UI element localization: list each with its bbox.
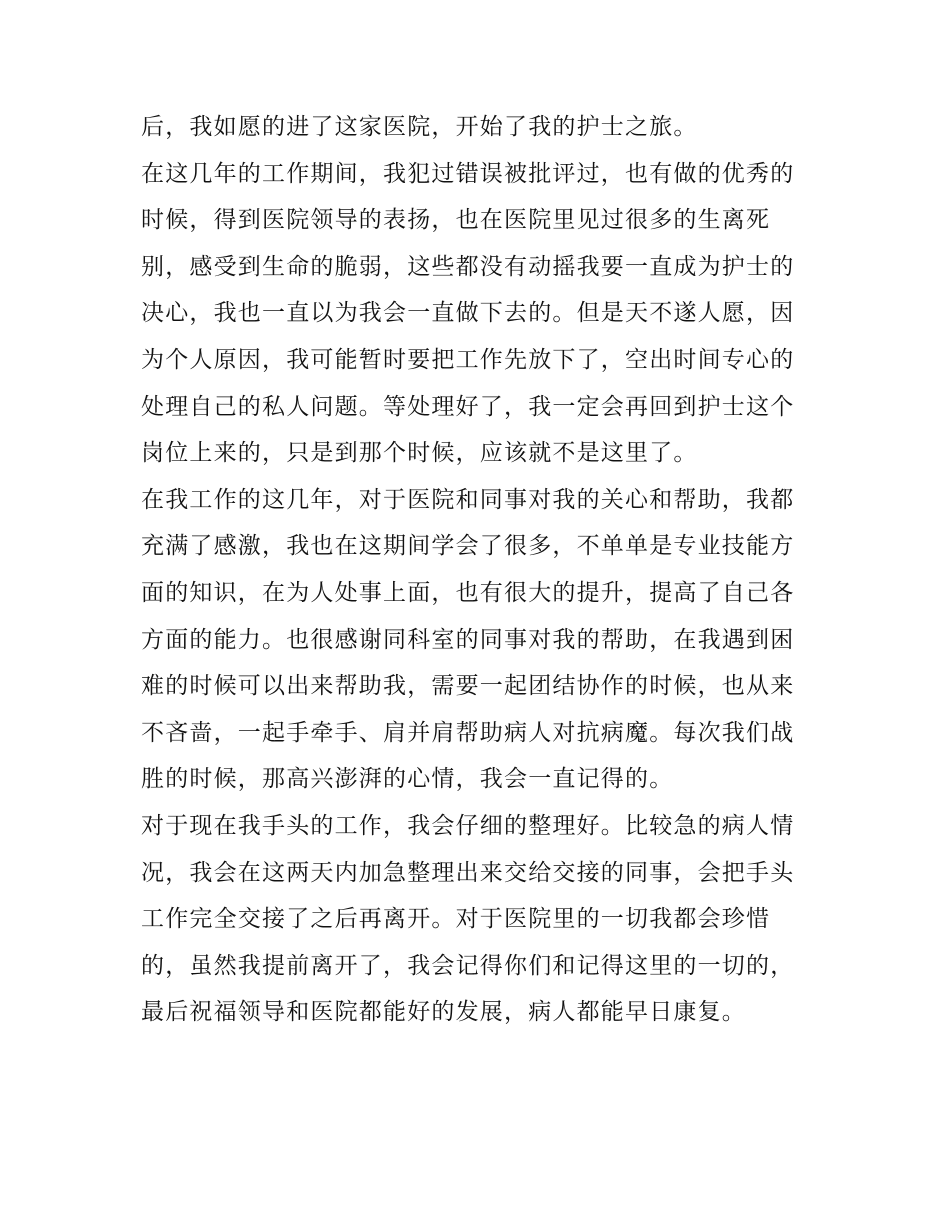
text-line: 工作完全交接了之后再离开。对于医院里的一切我都会珍惜 [141,906,771,933]
text-line: 况，我会在这两天内加急整理出来交给交接的同事，会把手头 [141,859,795,886]
text-line: 决心，我也一直以为我会一直做下去的。但是天不遂人愿，因 [141,300,795,327]
text-line: 最后祝福领导和医院都能好的发展，病人都能早日康复。 [141,999,746,1026]
text-line: 对于现在我手头的工作，我会仔细的整理好。比较急的病人情 [141,812,795,839]
text-line: 时候，得到医院领导的表扬，也在医院里见过很多的生离死 [141,207,771,234]
text-line: 不吝啬，一起手牵手、肩并肩帮助病人对抗病魔。每次我们战 [141,719,795,746]
text-line: 别，感受到生命的脆弱，这些都没有动摇我要一直成为护士的 [141,253,795,280]
text-line: 为个人原因，我可能暂时要把工作先放下了，空出时间专心的 [141,346,795,373]
text-line: 处理自己的私人问题。等处理好了，我一定会再回到护士这个 [141,393,795,420]
text-line: 后，我如愿的进了这家医院，开始了我的护士之旅。 [141,114,698,140]
text-line: 难的时候可以出来帮助我，需要一起团结协作的时候，也从来 [141,673,795,700]
text-line: 在这几年的工作期间，我犯过错误被批评过，也有做的优秀的 [141,160,795,187]
text-line: 胜的时候，那高兴澎湃的心情，我会一直记得的。 [141,766,674,793]
text-line: 岗位上来的，只是到那个时候，应该就不是这里了。 [141,440,698,467]
text-line: 面的知识，在为人处事上面，也有很大的提升，提高了自己各 [141,579,795,606]
text-line: 方面的能力。也很感谢同科室的同事对我的帮助，在我遇到困 [141,626,795,653]
text-line: 充满了感激，我也在这期间学会了很多，不单单是专业技能方 [141,533,795,560]
text-line: 的，虽然我提前离开了，我会记得你们和记得这里的一切的， [141,952,795,979]
body-text [141,104,821,1036]
text-line: 在我工作的这几年，对于医院和同事对我的关心和帮助，我都 [141,486,795,513]
